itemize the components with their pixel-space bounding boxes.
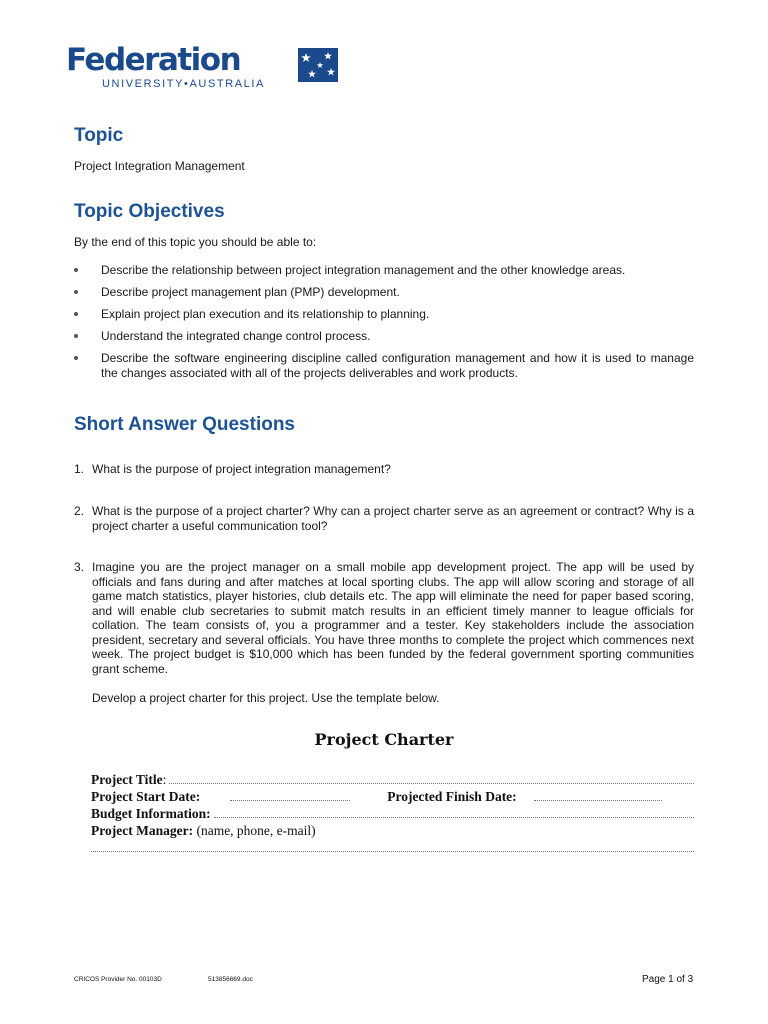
project-title-colon: :: [162, 772, 167, 787]
bullet-icon: [74, 290, 78, 294]
project-title-field[interactable]: [169, 772, 694, 784]
manager-label: Project Manager:: [91, 823, 194, 838]
short-answer-heading: Short Answer Questions: [74, 414, 295, 435]
logo-subtitle: UNIVERSITY•AUSTRALIA: [102, 78, 265, 90]
start-date-field[interactable]: [230, 789, 350, 801]
finish-date-label: Projected Finish Date:: [387, 789, 517, 804]
project-title-row: [91, 772, 694, 789]
question-number: 3.: [74, 560, 85, 574]
question-instruction: Develop a project charter for this project. Use the template below.: [92, 691, 440, 705]
objectives-intro: By the end of this topic you should be able to:: [74, 235, 317, 249]
question-text: Imagine you are the project manager on a small mobile app development project. The app will be used by officials and fans during and after matches at local sporting clubs. The app will allow scoring and storage of all game match statistics, player histories, club details etc. The app will eliminate the need for paper based scoring, and will enable club secretaries to submit match results in an efficient timely manner to league officials for collation. The team consists of, you a programmer and a tester. Key stakeholders include the association president, secretary and several officials. You have three months to complete the project which commences next week. The project budget is $10,000 which has been funded by the federal government sporting communities grant scheme.: [92, 560, 694, 676]
objectives-heading: Topic Objectives: [74, 201, 225, 222]
list-item-text: Describe the software engineering discipline called configuration management and how it is used to manage the changes associated with all of the projects deliverables and work products.: [101, 351, 694, 380]
budget-label: Budget Information:: [91, 806, 211, 821]
objectives-list: [74, 263, 694, 388]
document-filename: 513856669.doc: [208, 976, 253, 983]
list-item-text: Explain project plan execution and its relationship to planning.: [101, 307, 430, 321]
bullet-icon: [74, 312, 78, 316]
bullet-icon: [74, 334, 78, 338]
bullet-icon: [74, 356, 78, 360]
question-text: What is the purpose of project integration management?: [92, 462, 391, 476]
question-number: 1.: [74, 462, 85, 476]
dates-row: [91, 789, 694, 806]
manager-details-row: [91, 840, 694, 857]
manager-field[interactable]: [91, 840, 694, 852]
list-item-text: Understand the integrated change control process.: [101, 329, 371, 343]
finish-date-field[interactable]: [534, 789, 662, 801]
budget-field[interactable]: [214, 806, 694, 818]
cricos-number: CRICOS Provider No. 00103D: [74, 976, 162, 983]
project-charter-form: [91, 772, 694, 857]
logo-wordmark: Federation: [66, 42, 241, 78]
list-item-text: Describe project management plan (PMP) development.: [101, 285, 400, 299]
charter-title: Project Charter: [314, 730, 454, 749]
question-body: [92, 560, 694, 706]
topic-text: Project Integration Management: [74, 159, 245, 173]
budget-row: [91, 806, 694, 823]
question-1: [74, 462, 694, 477]
question-number: 2.: [74, 504, 85, 518]
question-text: What is the purpose of a project charter? Why can a project charter serve as an agreement or contract? Why is a project charter a useful communication tool?: [92, 504, 694, 533]
list-item-text: Describe the relationship between project integration management and the other knowledge areas.: [101, 263, 626, 277]
page-number: Page 1 of 3: [642, 974, 694, 985]
list-item: [74, 285, 694, 300]
question-2: [74, 504, 694, 533]
manager-hint: (name, phone, e-mail): [196, 823, 316, 838]
bullet-icon: [74, 268, 78, 272]
topic-heading: Topic: [74, 125, 124, 146]
question-3: [74, 560, 694, 706]
list-item: [74, 263, 694, 278]
project-title-label: Project Title: [91, 772, 163, 787]
manager-row: [91, 823, 694, 840]
list-item: [74, 307, 694, 322]
southern-cross-flag-icon: [298, 48, 338, 82]
list-item: [74, 351, 694, 380]
university-logo: [66, 42, 336, 94]
list-item: [74, 329, 694, 344]
start-date-label: Project Start Date:: [91, 789, 201, 804]
